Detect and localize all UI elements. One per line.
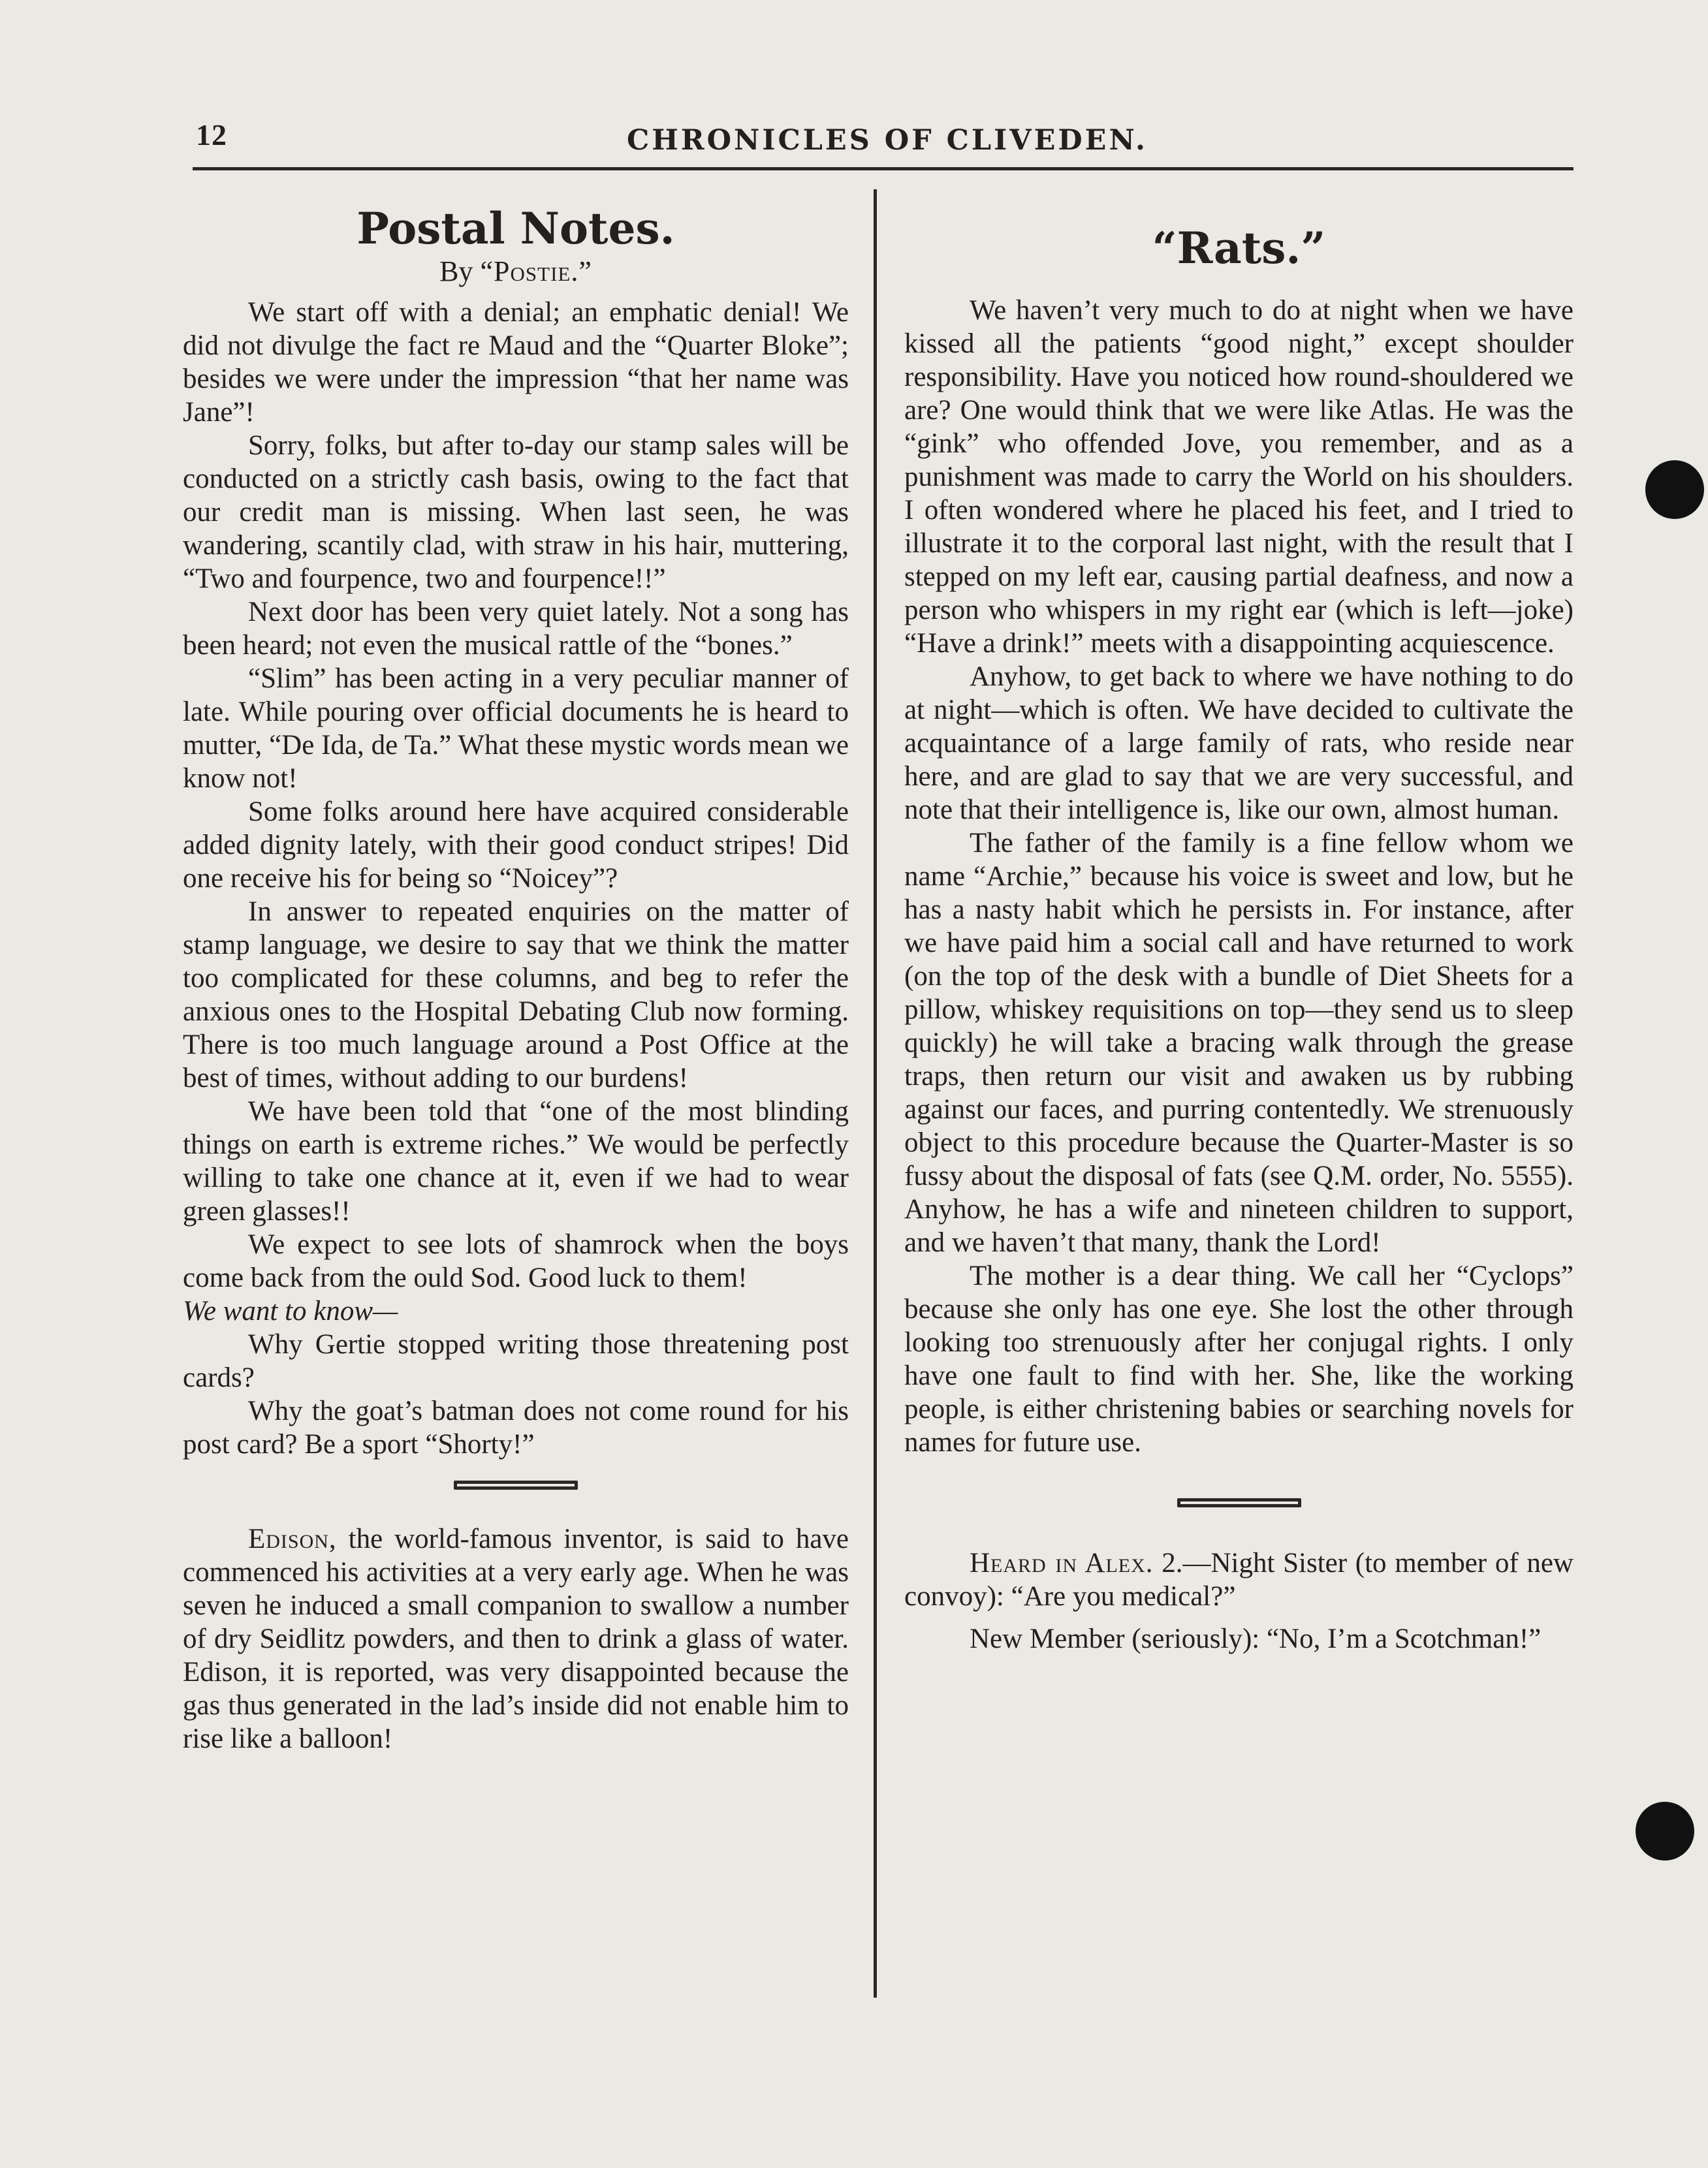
paragraph: “Slim” has been acting in a very peculiar manner of late. While pouring over official documents he is heard to mutter, “De Ida, de Ta.” What these mystic words mean we know not!: [183, 663, 849, 794]
want-to-know-item: Why Gertie stopped writing those threatening post cards?: [183, 1329, 849, 1393]
paragraph: Sorry, folks, but after to-day our stamp sales will be conducted on a strictly cash basis, owing to the fact that our credit man is missing. When last seen, he was wandering, scantily clad, with straw in his hair, muttering, “Two and fourpence, two and fourpence!!”: [183, 430, 849, 594]
paragraph: The father of the family is a fine fellow whom we name “Archie,” because his voice is sweet and low, but he has a nasty habit which he persists in. For instance, after we have paid him a social call and have returned to work (on the top of the desk with a bundle of Diet Sheets for a pillow, whiskey requisitions on top—they send us to sleep quickly) he will take a bracing walk through the grease traps, then return our visit and awaken us by rubbing against our faces, and purring contentedly. We strenuously object to this procedure because the Quarter-Master is so fussy about the disposal of fats (see Q.M. order, No. 5555). Anyhow, he has a wife and nineteen children to support, and we haven’t that many, thank the Lord!: [904, 828, 1574, 1258]
running-title: CHRONICLES OF CLIVEDEN.: [627, 124, 1148, 157]
edison-paragraph: [183, 1522, 849, 1755]
paragraph: Anyhow, to get back to where we have nothing to do at night—which is often. We have decided to cultivate the acquaintance of a large family of rats, who reside near here, and are glad to say that we are very successful, and note that their intelligence is, like our own, almost human.: [904, 661, 1574, 825]
paragraph: Next door has been very quiet lately. Not a song has been heard; not even the musical rattle of the “bones.”: [183, 597, 849, 661]
byline-prefix: By: [439, 255, 473, 287]
byline-name: “Postie.”: [480, 255, 592, 287]
punch-hole: [1636, 1802, 1694, 1861]
section-ornament: [454, 1481, 578, 1490]
heard-in-alex-paragraph: [904, 1547, 1574, 1613]
want-to-know-heading: We want to know—: [183, 1296, 398, 1327]
paragraph: We start off with a denial; an emphatic denial! We did not divulge the fact re Maud and the “Quarter Bloke”; besides we were under the impression “that her name was Jane”!: [183, 297, 849, 428]
paragraph: The mother is a dear thing. We call her “Cyclops” because she only has one eye. She lost the other through looking too strenuously after her conjugal rights. I only have one fault to find with her. She, like the working people, is either christening babies or searching novels for names for future use.: [904, 1261, 1574, 1458]
paragraph: Some folks around here have acquired considerable added dignity lately, with their good conduct stripes! Did one receive his for being so “Noicey”?: [183, 796, 849, 894]
section-ornament: [1177, 1498, 1301, 1507]
right-column: [904, 196, 1574, 1656]
header-rule: [193, 167, 1574, 170]
paragraph: We expect to see lots of shamrock when the boys come back from the ould Sod. Good luck to them!: [183, 1229, 849, 1293]
edison-lead: Edison,: [248, 1524, 337, 1554]
paragraph: In answer to repeated enquiries on the matter of stamp language, we desire to say that we think the matter too complicated for these columns, and beg to refer the anxious ones to the Hospital Debating Club now forming. There is too much language around a Post Office at the best of times, without adding to our burdens!: [183, 896, 849, 1093]
heard-lead: Heard in Alex.: [970, 1548, 1154, 1579]
edison-text: the world-famous inventor, is said to have commenced his activities at a very early age. When he was seven he induced a small companion to swallow a number of dry Seidlitz powders, and then to drink a glass of water. Edison, it is reported, was very disappointed because the gas thus generated in the lad’s inside did not enable him to rise like a balloon!: [183, 1524, 849, 1754]
want-to-know-item: Why the goat’s batman does not come round for his post card? Be a sport “Shorty!”: [183, 1396, 849, 1460]
heard-text: 2.—Night Sister (to member of new convoy): “Are you medical?”: [904, 1548, 1574, 1612]
punch-hole: [1645, 460, 1704, 519]
reply-paragraph: New Member (seriously): “No, I’m a Scotchman!”: [970, 1624, 1542, 1654]
paragraph: We have been told that “one of the most blinding things on earth is extreme riches.” We would be perfectly willing to take one chance at it, even if we had to wear green glasses!!: [183, 1096, 849, 1227]
left-column: [183, 196, 849, 1755]
column-divider: [874, 189, 877, 1998]
byline: [183, 255, 849, 288]
paragraph: We haven’t very much to do at night when we have kissed all the patients “good night,” except shoulder responsibility. Have you noticed how round-shouldered we are? One would think that we were like Atlas. He was the “gink” who offended Jove, you remember, and as a punishment was made to carry the World on his shoulders. I often wondered where he placed his feet, and I tried to illustrate it to the corporal last night, with the result that I stepped on my left ear, causing partial deafness, and now a person who whispers in my right ear (which is left—joke) “Have a drink!” meets with a disappointing acquiescence.: [904, 295, 1574, 659]
article-title-rats: “Rats.”: [1152, 223, 1326, 274]
page-number: 12: [196, 118, 227, 151]
article-title-postal-notes: Postal Notes.: [356, 203, 675, 254]
